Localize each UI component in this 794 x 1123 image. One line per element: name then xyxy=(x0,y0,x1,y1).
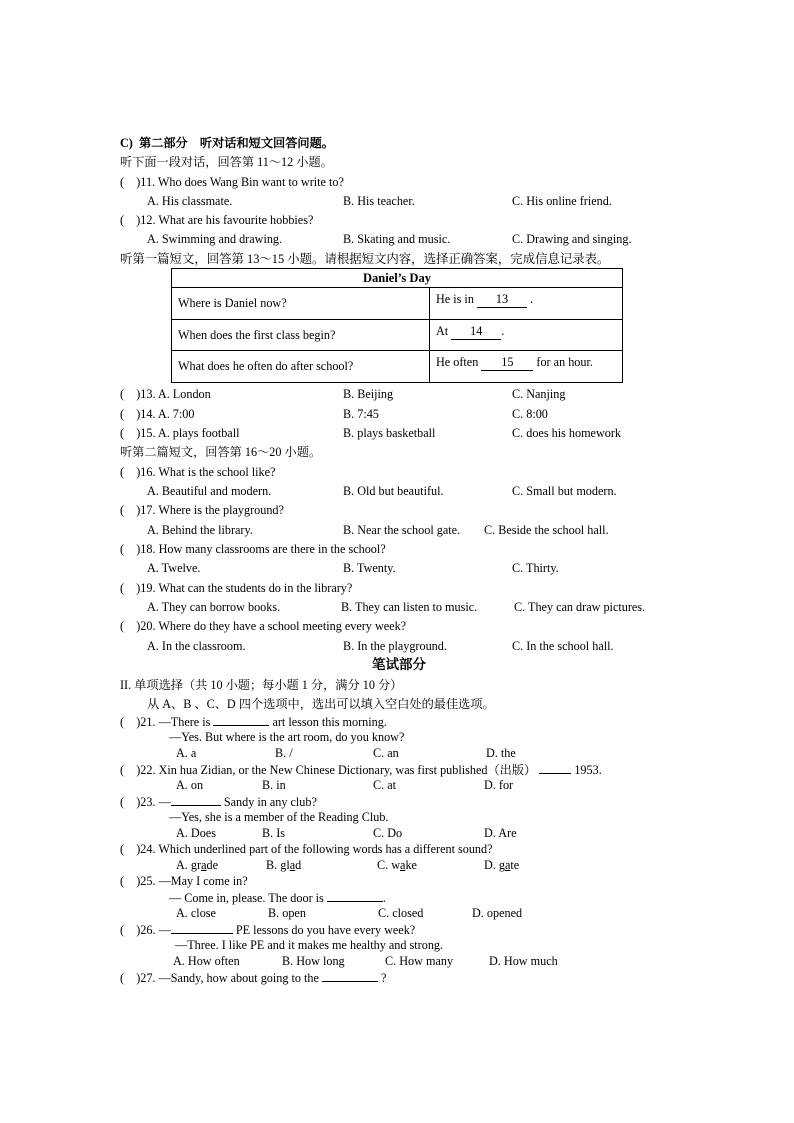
q19-option-a[interactable]: A. They can borrow books. xyxy=(147,600,281,614)
answer-blank[interactable] xyxy=(539,761,571,774)
q26-option-c[interactable]: C. How many xyxy=(385,954,454,968)
q18-option-c[interactable]: C. Thirty. xyxy=(512,561,559,575)
question-22: ( )22. Xin hua Zidian, or the New Chinese Dictionary, was first published（出版） 1953. xyxy=(120,763,602,777)
q12-option-b[interactable]: B. Skating and music. xyxy=(343,232,451,246)
q22-option-d[interactable]: D. for xyxy=(484,778,514,792)
section-ii-instruction: 从 A、B 、C、D 四个选项中，选出可以填入空白处的最佳选项。 xyxy=(147,697,495,711)
q16-option-a[interactable]: A. Beautiful and modern. xyxy=(147,484,272,498)
q26-option-a[interactable]: A. How often xyxy=(173,954,240,968)
q21-option-a[interactable]: A. a xyxy=(176,746,197,760)
table-question: Where is Daniel now? xyxy=(172,288,430,320)
q16-option-b[interactable]: B. Old but beautiful. xyxy=(343,484,444,498)
q23-option-d[interactable]: D. Are xyxy=(484,826,517,840)
q22-option-c[interactable]: C. at xyxy=(373,778,397,792)
q17-option-c[interactable]: C. Beside the school hall. xyxy=(484,523,609,537)
q11-option-c[interactable]: C. His online friend. xyxy=(512,194,612,208)
question-24: ( )24. Which underlined part of the following words has a different sound? xyxy=(120,842,493,856)
q21-option-b[interactable]: B. / xyxy=(275,746,293,760)
table-answer: He often 15 for an hour. xyxy=(430,351,623,383)
q22-option-b[interactable]: B. in xyxy=(262,778,286,792)
answer-blank-14[interactable]: 14 xyxy=(451,324,501,340)
info-table xyxy=(171,268,623,383)
q21-option-d[interactable]: D. the xyxy=(486,746,516,760)
answer-blank[interactable] xyxy=(322,969,378,982)
q19-option-b[interactable]: B. They can listen to music. xyxy=(341,600,478,614)
q11-option-a[interactable]: A. His classmate. xyxy=(147,194,233,208)
q24-option-a[interactable]: A. grade xyxy=(176,858,218,872)
table-answer: He is in 13 . xyxy=(430,288,623,320)
answer-blank[interactable] xyxy=(327,889,383,902)
q15-option-c[interactable]: C. does his homework xyxy=(512,426,622,440)
question-16: ( )16. What is the school like? xyxy=(120,465,276,479)
q23-line2: —Yes, she is a member of the Reading Club. xyxy=(169,810,389,824)
question-27: ( )27. —Sandy, how about going to the ? xyxy=(120,971,387,985)
answer-blank-13[interactable]: 13 xyxy=(477,292,527,308)
q13-option-c[interactable]: C. Nanjing xyxy=(512,387,566,401)
written-part-title: 笔试部分 xyxy=(372,657,426,672)
q12-option-c[interactable]: C. Drawing and singing. xyxy=(512,232,632,246)
passage1-intro: 听第一篇短文，回答第 13～15 小题。请根据短文内容，选择正确答案，完成信息记录表。 xyxy=(120,252,610,266)
question-17: ( )17. Where is the playground? xyxy=(120,503,284,517)
q12-option-a[interactable]: A. Swimming and drawing. xyxy=(147,232,283,246)
q23-option-a[interactable]: A. Does xyxy=(176,826,216,840)
question-20: ( )20. Where do they have a school meeting every week? xyxy=(120,619,407,633)
q26-option-b[interactable]: B. How long xyxy=(282,954,345,968)
q25-option-c[interactable]: C. closed xyxy=(378,906,424,920)
q11-option-b[interactable]: B. His teacher. xyxy=(343,194,415,208)
passage2-intro: 听第二篇短文，回答第 16～20 小题。 xyxy=(120,445,322,459)
q18-option-b[interactable]: B. Twenty. xyxy=(343,561,396,575)
table-title: Daniel’s Day xyxy=(172,269,623,288)
q15-option-b[interactable]: B. plays basketball xyxy=(343,426,436,440)
q18-option-a[interactable]: A. Twelve. xyxy=(147,561,201,575)
question-15: ( )15. A. plays football xyxy=(120,426,240,440)
q25-option-d[interactable]: D. opened xyxy=(472,906,523,920)
q26-option-d[interactable]: D. How much xyxy=(489,954,558,968)
q24-option-b[interactable]: B. glad xyxy=(266,858,302,872)
q25-option-b[interactable]: B. open xyxy=(268,906,306,920)
q20-option-a[interactable]: A. In the classroom. xyxy=(147,639,246,653)
q26-line2: —Three. I like PE and it makes me healthy and strong. xyxy=(175,938,444,952)
question-12: ( )12. What are his favourite hobbies? xyxy=(120,213,314,227)
section-ii-heading: II. 单项选择（共 10 小题；每小题 1 分，满分 10 分） xyxy=(120,678,403,692)
heading-text: 第二部分 听对话和短文回答问题。 xyxy=(138,136,334,150)
q24-option-d[interactable]: D. gate xyxy=(484,858,520,872)
q20-option-b[interactable]: B. In the playground. xyxy=(343,639,447,653)
question-26: ( )26. — PE lessons do you have every week? xyxy=(120,923,416,937)
dialogue-intro: 听下面一段对话，回答第 11～12 小题。 xyxy=(120,155,333,169)
question-11: ( )11. Who does Wang Bin want to write to? xyxy=(120,175,344,189)
q25-line2: — Come in, please. The door is . xyxy=(169,891,386,905)
q14-option-b[interactable]: B. 7:45 xyxy=(343,407,379,421)
question-25: ( )25. —May I come in? xyxy=(120,874,248,888)
q13-option-b[interactable]: B. Beijing xyxy=(343,387,394,401)
section-heading xyxy=(120,135,334,151)
q16-option-c[interactable]: C. Small but modern. xyxy=(512,484,617,498)
q20-option-c[interactable]: C. In the school hall. xyxy=(512,639,614,653)
question-19: ( )19. What can the students do in the library? xyxy=(120,581,353,595)
question-14: ( )14. A. 7:00 xyxy=(120,407,195,421)
question-21: ( )21. —There is art lesson this morning. xyxy=(120,715,387,729)
table-answer: At 14 . xyxy=(430,320,623,351)
q21-option-c[interactable]: C. an xyxy=(373,746,399,760)
q17-option-b[interactable]: B. Near the school gate. xyxy=(343,523,461,537)
question-13: ( )13. A. London xyxy=(120,387,211,401)
table-question: When does the first class begin? xyxy=(172,320,430,351)
q22-option-a[interactable]: A. on xyxy=(176,778,204,792)
question-23: ( )23. — Sandy in any club? xyxy=(120,795,317,809)
q21-line2: —Yes. But where is the art room, do you know? xyxy=(169,730,405,744)
heading-prefix: C) xyxy=(120,136,133,150)
q24-option-c[interactable]: C. wake xyxy=(377,858,417,872)
answer-blank[interactable] xyxy=(213,713,269,726)
q25-option-a[interactable]: A. close xyxy=(176,906,216,920)
table-question: What does he often do after school? xyxy=(172,351,430,383)
answer-blank[interactable] xyxy=(171,793,221,806)
q23-option-b[interactable]: B. Is xyxy=(262,826,286,840)
q14-option-c[interactable]: C. 8:00 xyxy=(512,407,548,421)
q17-option-a[interactable]: A. Behind the library. xyxy=(147,523,253,537)
answer-blank-15[interactable]: 15 xyxy=(481,355,533,371)
q23-option-c[interactable]: C. Do xyxy=(373,826,403,840)
question-18: ( )18. How many classrooms are there in the school? xyxy=(120,542,386,556)
q19-option-c[interactable]: C. They can draw pictures. xyxy=(514,600,646,614)
answer-blank[interactable] xyxy=(171,921,233,934)
